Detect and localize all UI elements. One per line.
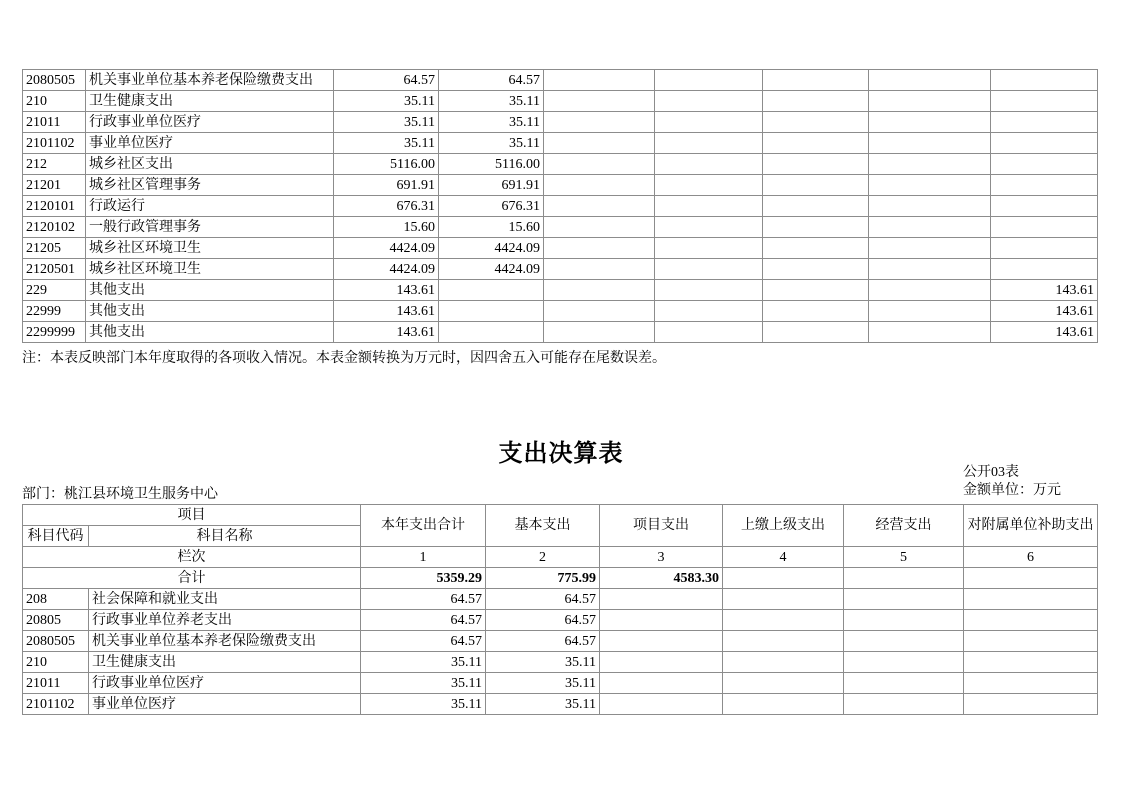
income-cell-total: 143.61 [334,301,439,322]
income-cell-col5 [763,196,869,217]
income-cell-name: 城乡社区管理事务 [86,175,334,196]
expenditure-cell-name: 社会保障和就业支出 [89,589,361,610]
income-table-row [23,301,1098,322]
income-cell-col6 [869,70,991,91]
income-cell-col5 [763,238,869,259]
income-cell-col2: 4424.09 [439,238,544,259]
income-cell-total: 5116.00 [334,154,439,175]
income-cell-name: 其他支出 [86,301,334,322]
header-project: 项目 [23,505,361,526]
expenditure-cell-project-exp [600,694,723,715]
expenditure-cell-subsidy [964,631,1098,652]
income-cell-col6 [869,154,991,175]
total-row-subsidy [964,568,1098,589]
expenditure-cell-basic: 35.11 [486,652,600,673]
col-number-6: 6 [964,547,1098,568]
income-cell-name: 事业单位医疗 [86,133,334,154]
department-label: 部门：桃江县环境卫生服务中心 [22,487,218,502]
expenditure-cell-project-exp [600,610,723,631]
income-cell-code: 2299999 [23,322,86,343]
expenditure-cell-upper [723,631,844,652]
income-cell-col5 [763,301,869,322]
income-cell-col3 [544,70,655,91]
expenditure-cell-total: 64.57 [361,610,486,631]
income-cell-col3 [544,91,655,112]
income-cell-col5 [763,91,869,112]
income-cell-total: 35.11 [334,112,439,133]
income-cell-col2: 4424.09 [439,259,544,280]
income-table-row [23,217,1098,238]
income-cell-col6 [869,322,991,343]
income-cell-col3 [544,280,655,301]
income-cell-col4 [655,259,763,280]
total-row-project-exp: 4583.30 [600,568,723,589]
expenditure-cell-upper [723,652,844,673]
income-cell-col7: 143.61 [991,280,1098,301]
income-cell-code: 21201 [23,175,86,196]
expenditure-table-row [23,589,1098,610]
income-cell-col3 [544,154,655,175]
income-cell-name: 机关事业单位基本养老保险缴费支出 [86,70,334,91]
col-number-3: 3 [600,547,723,568]
header-subsidy: 对附属单位补助支出 [964,505,1098,547]
income-cell-col2: 676.31 [439,196,544,217]
expenditure-table-row [23,631,1098,652]
expenditure-cell-upper [723,589,844,610]
rank-label: 栏次 [23,547,361,568]
header-total: 本年支出合计 [361,505,486,547]
income-cell-col7 [991,70,1098,91]
expenditure-cell-business [844,652,964,673]
expenditure-cell-basic: 64.57 [486,610,600,631]
total-row-business [844,568,964,589]
header-business: 经营支出 [844,505,964,547]
expenditure-cell-name: 机关事业单位基本养老保险缴费支出 [89,631,361,652]
expenditure-cell-subsidy [964,673,1098,694]
income-cell-col4 [655,238,763,259]
income-cell-code: 2120501 [23,259,86,280]
income-cell-col2 [439,280,544,301]
income-cell-name: 城乡社区支出 [86,154,334,175]
income-cell-col5 [763,322,869,343]
form-number-label: 公开03表 [963,465,1019,480]
expenditure-cell-basic: 64.57 [486,631,600,652]
income-cell-name: 卫生健康支出 [86,91,334,112]
income-cell-col2: 15.60 [439,217,544,238]
expenditure-cell-code: 210 [23,652,89,673]
expenditure-cell-business [844,694,964,715]
income-table-body [23,70,1098,343]
expenditure-cell-total: 35.11 [361,694,486,715]
income-cell-col7: 143.61 [991,301,1098,322]
income-cell-col4 [655,322,763,343]
income-cell-col7 [991,259,1098,280]
income-cell-total: 4424.09 [334,238,439,259]
income-table-row [23,70,1098,91]
header-basic: 基本支出 [486,505,600,547]
income-cell-col5 [763,217,869,238]
income-table-row [23,175,1098,196]
income-cell-col6 [869,112,991,133]
income-table-row [23,238,1098,259]
income-cell-code: 2120102 [23,217,86,238]
income-cell-col3 [544,301,655,322]
income-table-row [23,259,1098,280]
expenditure-cell-subsidy [964,652,1098,673]
expenditure-cell-upper [723,610,844,631]
income-cell-col4 [655,280,763,301]
income-cell-col5 [763,133,869,154]
table-note: 注：本表反映部门本年度取得的各项收入情况。本表金额转换为万元时，因四舍五入可能存在尾数误差。 [22,351,666,366]
expenditure-cell-code: 2101102 [23,694,89,715]
expenditure-cell-code: 21011 [23,673,89,694]
income-cell-col4 [655,154,763,175]
income-cell-total: 15.60 [334,217,439,238]
income-cell-col7 [991,91,1098,112]
expenditure-cell-project-exp [600,652,723,673]
income-cell-col3 [544,196,655,217]
income-cell-code: 21011 [23,112,86,133]
total-row-total: 5359.29 [361,568,486,589]
income-table [22,69,1098,343]
expenditure-cell-business [844,631,964,652]
expenditure-table-row [23,694,1098,715]
income-table-row [23,154,1098,175]
col-number-2: 2 [486,547,600,568]
income-cell-col2: 35.11 [439,133,544,154]
expenditure-cell-business [844,610,964,631]
expenditure-cell-project-exp [600,589,723,610]
income-cell-col2: 35.11 [439,112,544,133]
income-cell-col3 [544,217,655,238]
expenditure-cell-subsidy [964,694,1098,715]
income-cell-col5 [763,112,869,133]
income-table-row [23,91,1098,112]
income-cell-col3 [544,175,655,196]
header-project-exp: 项目支出 [600,505,723,547]
income-cell-col6 [869,196,991,217]
expenditure-cell-total: 64.57 [361,631,486,652]
income-cell-total: 143.61 [334,280,439,301]
expenditure-cell-subsidy [964,610,1098,631]
expenditure-cell-business [844,673,964,694]
expenditure-cell-total: 64.57 [361,589,486,610]
income-cell-code: 2101102 [23,133,86,154]
income-cell-col2: 35.11 [439,91,544,112]
expenditure-table-row [23,610,1098,631]
expenditure-cell-name: 卫生健康支出 [89,652,361,673]
income-cell-col4 [655,91,763,112]
income-cell-code: 2120101 [23,196,86,217]
total-row-label: 合计 [23,568,361,589]
header-name: 科目名称 [89,526,361,547]
expenditure-cell-total: 35.11 [361,673,486,694]
income-table-row [23,133,1098,154]
income-cell-name: 一般行政管理事务 [86,217,334,238]
income-cell-name: 其他支出 [86,322,334,343]
income-cell-col4 [655,196,763,217]
income-cell-col7 [991,238,1098,259]
column-index-row [23,547,1098,568]
col-number-4: 4 [723,547,844,568]
page-title: 支出决算表 [498,441,624,467]
income-cell-total: 4424.09 [334,259,439,280]
income-cell-col3 [544,133,655,154]
total-row [23,568,1098,589]
expenditure-cell-upper [723,673,844,694]
income-cell-name: 其他支出 [86,280,334,301]
expenditure-cell-total: 35.11 [361,652,486,673]
expenditure-cell-project-exp [600,673,723,694]
expenditure-cell-basic: 35.11 [486,694,600,715]
expenditure-cell-name: 行政事业单位养老支出 [89,610,361,631]
income-cell-col5 [763,175,869,196]
income-cell-code: 212 [23,154,86,175]
income-cell-col6 [869,217,991,238]
income-cell-total: 143.61 [334,322,439,343]
income-cell-col5 [763,154,869,175]
income-cell-col7 [991,196,1098,217]
income-cell-col6 [869,133,991,154]
header-code: 科目代码 [23,526,89,547]
income-cell-col3 [544,238,655,259]
income-cell-col7 [991,175,1098,196]
income-cell-code: 229 [23,280,86,301]
income-cell-col2: 5116.00 [439,154,544,175]
income-cell-col7 [991,154,1098,175]
income-cell-name: 城乡社区环境卫生 [86,238,334,259]
income-cell-col4 [655,301,763,322]
expenditure-cell-business [844,589,964,610]
expenditure-table-header [23,505,1098,589]
income-table-row [23,196,1098,217]
income-cell-col3 [544,259,655,280]
total-row-basic: 775.99 [486,568,600,589]
income-cell-col6 [869,238,991,259]
total-row-upper [723,568,844,589]
header-upper: 上缴上级支出 [723,505,844,547]
income-cell-col2 [439,322,544,343]
income-cell-col5 [763,259,869,280]
income-cell-col3 [544,322,655,343]
income-table-row [23,280,1098,301]
expenditure-cell-name: 事业单位医疗 [89,694,361,715]
amount-unit-label: 金额单位：万元 [963,483,1061,498]
expenditure-cell-code: 2080505 [23,631,89,652]
income-table-row [23,322,1098,343]
income-table-row [23,112,1098,133]
income-cell-col7 [991,133,1098,154]
expenditure-cell-project-exp [600,631,723,652]
expenditure-table-body [23,589,1098,715]
income-cell-col7 [991,112,1098,133]
income-cell-col2 [439,301,544,322]
income-cell-col2: 691.91 [439,175,544,196]
expenditure-cell-basic: 64.57 [486,589,600,610]
income-cell-col6 [869,259,991,280]
col-number-5: 5 [844,547,964,568]
income-cell-name: 行政运行 [86,196,334,217]
income-cell-name: 城乡社区环境卫生 [86,259,334,280]
income-cell-col5 [763,280,869,301]
income-cell-col7: 143.61 [991,322,1098,343]
expenditure-table [22,504,1098,715]
income-cell-total: 676.31 [334,196,439,217]
income-cell-code: 210 [23,91,86,112]
income-cell-code: 2080505 [23,70,86,91]
income-cell-code: 21205 [23,238,86,259]
expenditure-cell-code: 20805 [23,610,89,631]
income-cell-name: 行政事业单位医疗 [86,112,334,133]
expenditure-table-row [23,673,1098,694]
col-number-1: 1 [361,547,486,568]
income-cell-col4 [655,70,763,91]
income-cell-col5 [763,70,869,91]
income-cell-col3 [544,112,655,133]
income-cell-total: 691.91 [334,175,439,196]
expenditure-cell-basic: 35.11 [486,673,600,694]
income-cell-col4 [655,175,763,196]
expenditure-cell-code: 208 [23,589,89,610]
income-cell-col6 [869,175,991,196]
header-row-1 [23,505,1098,526]
income-cell-col6 [869,280,991,301]
expenditure-cell-upper [723,694,844,715]
income-cell-col7 [991,217,1098,238]
income-cell-total: 35.11 [334,133,439,154]
income-cell-col6 [869,91,991,112]
expenditure-cell-name: 行政事业单位医疗 [89,673,361,694]
income-cell-col6 [869,301,991,322]
income-cell-col4 [655,133,763,154]
income-cell-col4 [655,112,763,133]
expenditure-cell-subsidy [964,589,1098,610]
income-cell-col2: 64.57 [439,70,544,91]
income-cell-col4 [655,217,763,238]
income-cell-total: 35.11 [334,91,439,112]
income-cell-code: 22999 [23,301,86,322]
expenditure-table-row [23,652,1098,673]
income-cell-total: 64.57 [334,70,439,91]
